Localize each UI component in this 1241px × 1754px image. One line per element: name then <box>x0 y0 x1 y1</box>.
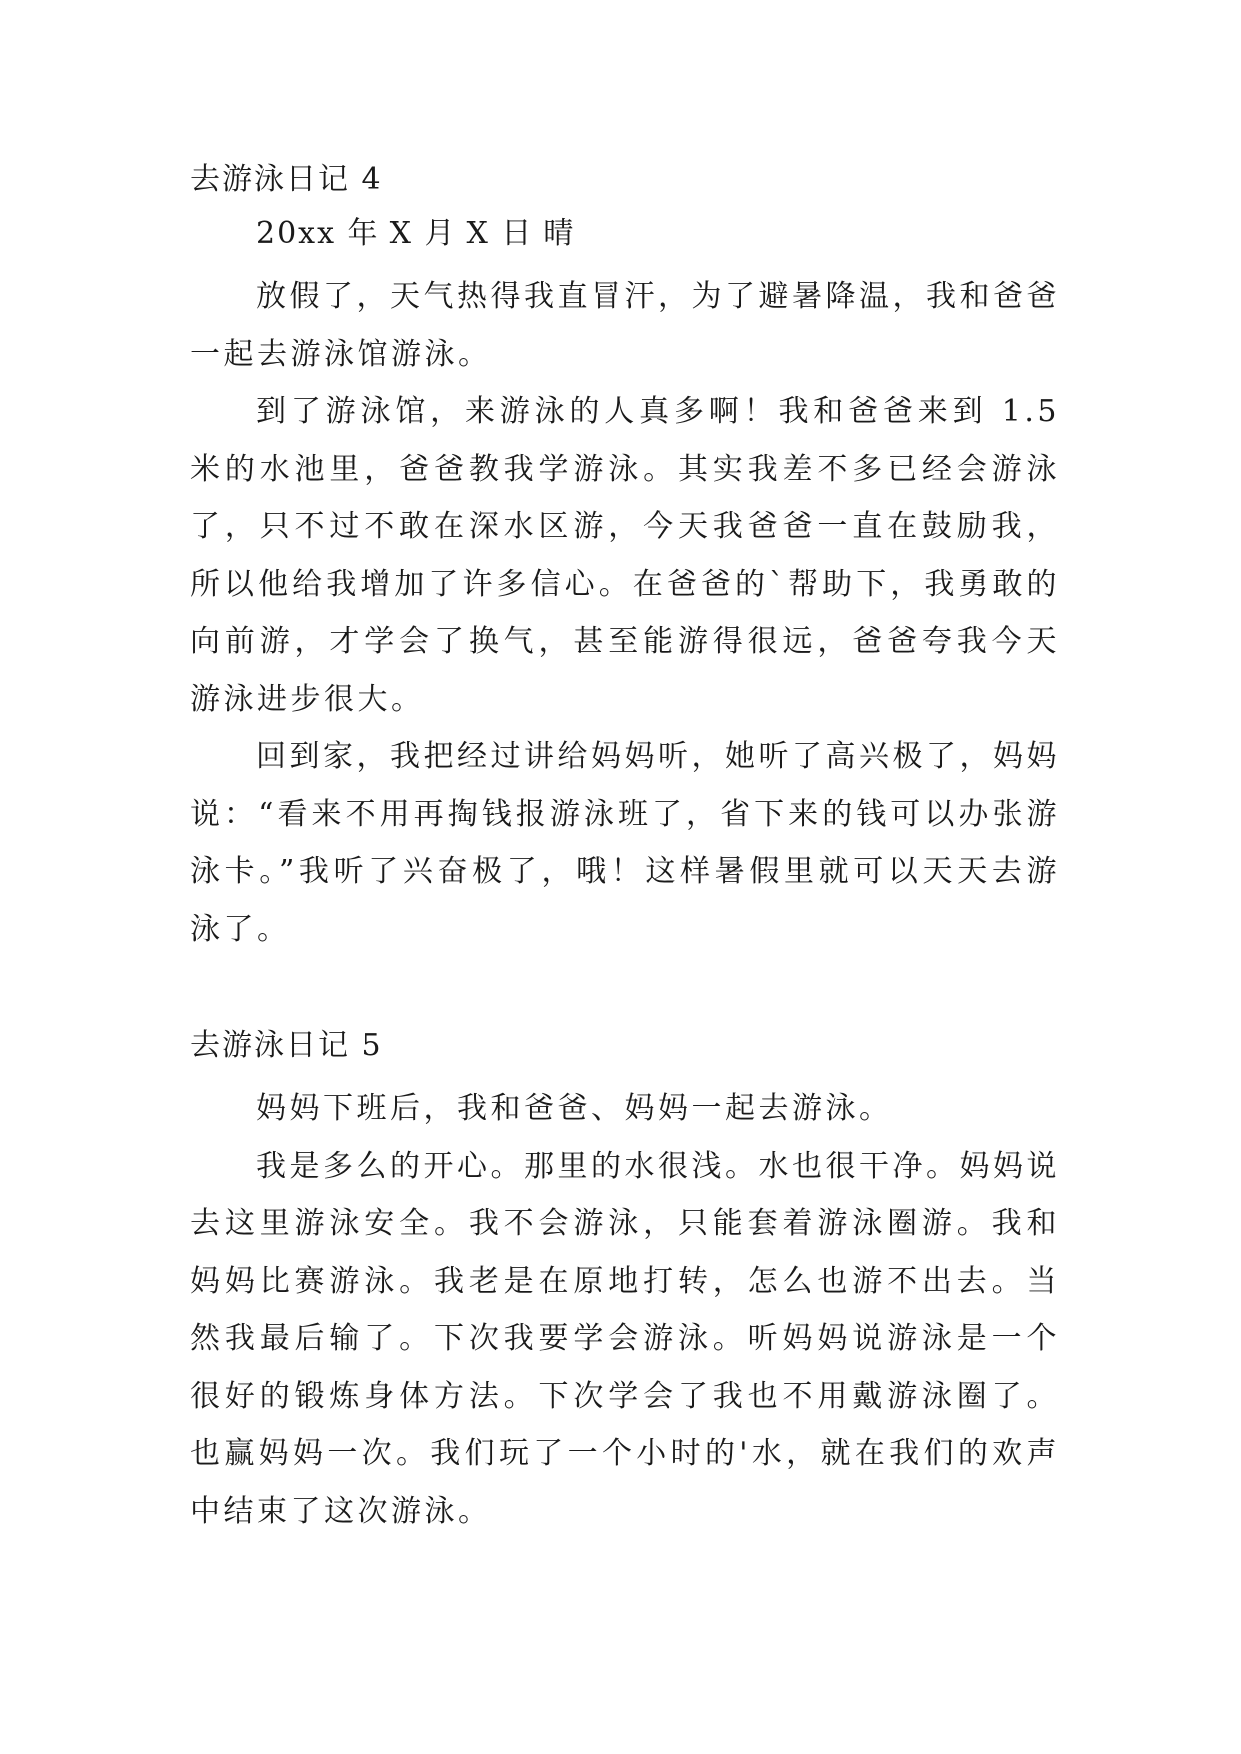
paragraph: 我是多么的开心。那里的水很浅。水也很干净。妈妈说去这里游泳安全。我不会游泳，只能套着游泳圈游。我和妈妈比赛游泳。我老是在原地打转，怎么也游不出去。当然我最后输了。下次我要学会游泳。听妈妈说游泳是一个很好的锻炼身体方法。下次学会了我也不用戴游泳圈了。也赢妈妈一次。我们玩了一个小时的'水，就在我们的欢声中结束了这次游泳。 <box>190 1148 1060 1529</box>
paragraph: 放假了，天气热得我直冒汗，为了避暑降温，我和爸爸一起去游泳馆游泳。 <box>190 279 1060 372</box>
entry-title: 去游泳日记 4 <box>190 162 383 197</box>
paragraph: 妈妈下班后，我和爸爸、妈妈一起去游泳。 <box>256 1091 893 1126</box>
date-weather: 晴 <box>543 216 576 251</box>
paragraph: 回到家，我把经过讲给妈妈听，她听了高兴极了，妈妈说：“看来不用再掏钱报游泳班了，省下来的钱可以办张游泳卡。”我听了兴奋极了，哦！这样暑假里就可以天天去游泳了。 <box>190 739 1060 947</box>
date-year: 20xx 年 <box>256 216 380 251</box>
date-day: X 日 <box>466 216 534 251</box>
document-page <box>190 160 1060 1540</box>
diary-entry-5 <box>190 1026 1060 1540</box>
paragraph: 到了游泳馆，来游泳的人真多啊！我和爸爸来到 1.5 米的水池里，爸爸教我学游泳。其实我差不多已经会游泳了，只不过不敢在深水区游，今天我爸爸一直在鼓励我，所以他给我增加了许多信心。在爸爸的`帮助下，我勇敢的向前游，才学会了换气，甚至能游得很远，爸爸夸我今天游泳进步很大。 <box>190 394 1060 717</box>
entry-date-line <box>190 214 1060 254</box>
entry-title: 去游泳日记 5 <box>190 1028 383 1063</box>
date-month: X 月 <box>389 216 457 251</box>
diary-entry-4 <box>190 160 1060 958</box>
